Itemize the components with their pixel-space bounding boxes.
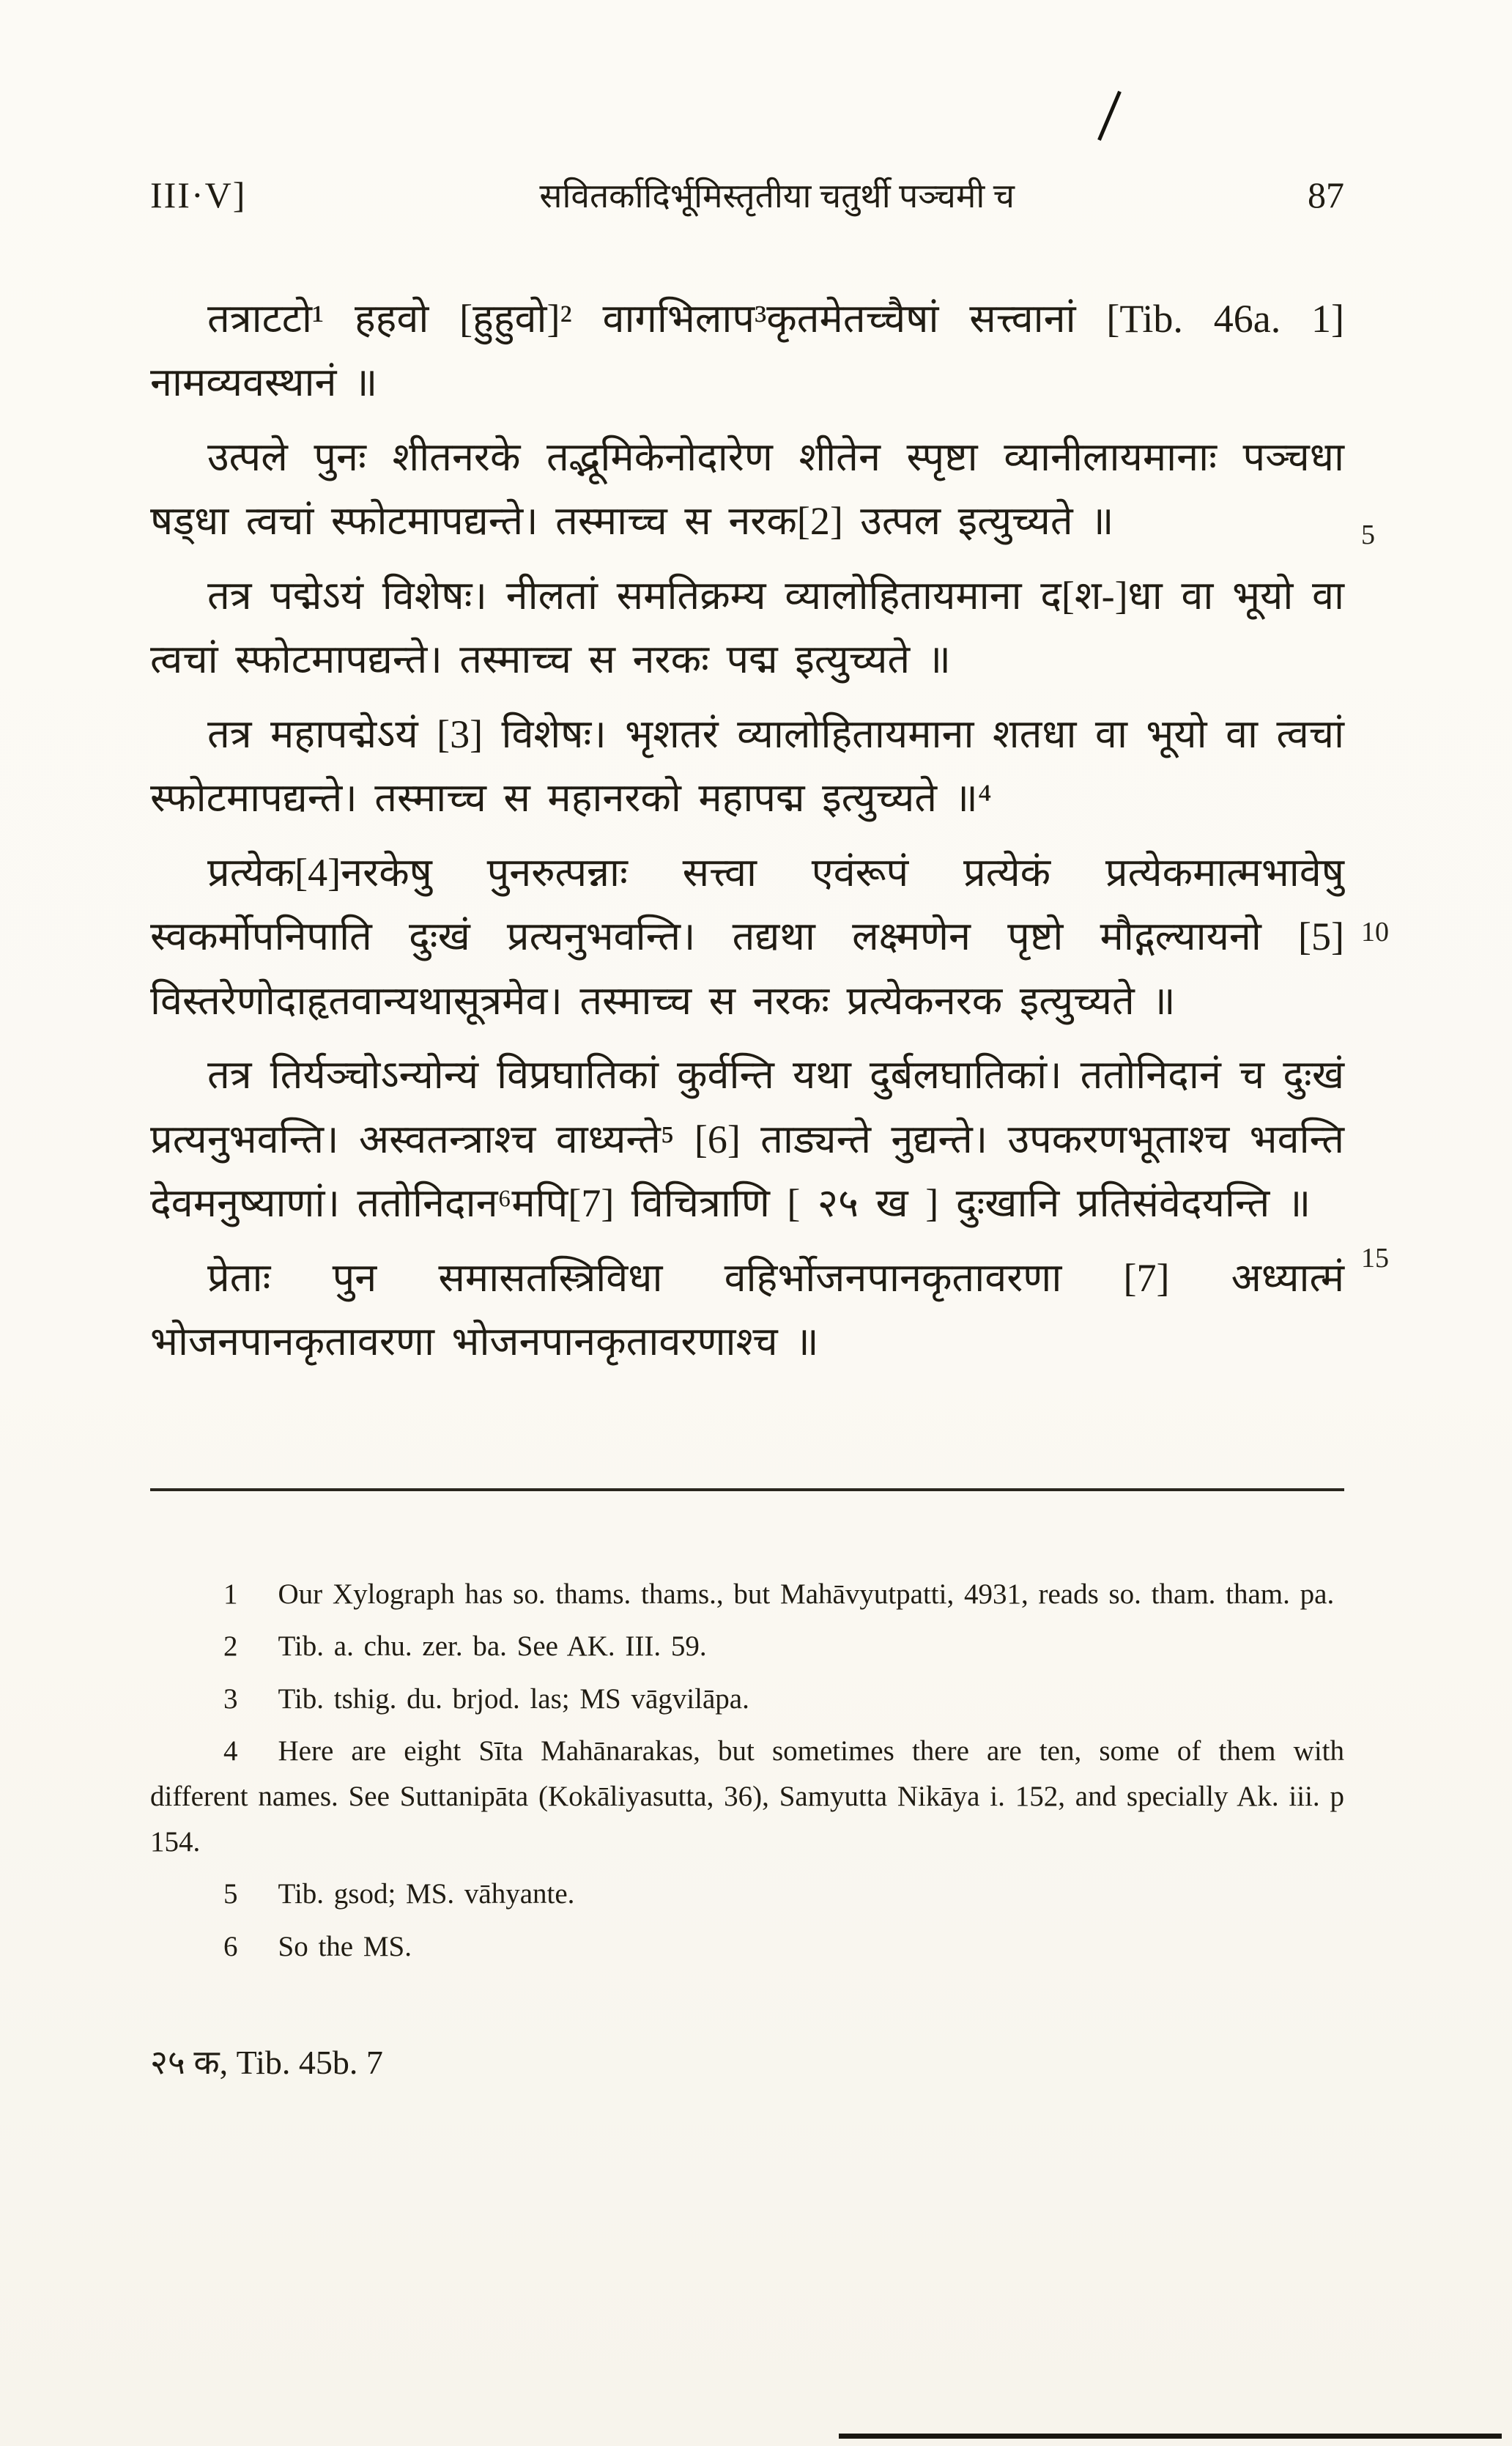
- footnote-text: Tib. a. chu. zer. ba. See AK. III. 59.: [278, 1630, 707, 1663]
- footnote: [150, 1624, 1344, 1669]
- footnote-number: 6: [223, 1930, 238, 1962]
- footnote-divider-rule: [150, 1488, 1344, 1491]
- chapter-section-marker: III·V]: [150, 174, 247, 215]
- footnote: [150, 1572, 1344, 1617]
- footnote-number: 5: [223, 1878, 238, 1910]
- sanskrit-paragraph: तत्र तिर्यञ्चोऽन्योन्यं विप्रघातिकां कुर्वन्ति यथा दुर्बलघातिकां। ततोनिदानं च दुःखं प्रत्यनुभवन्ति। अस्वतन्त्राश्च वाध्यन्ते⁵ [6] ताड्यन्ते नुद्यन्ते। उपकरणभूताश्च भवन्ति देवमनुष्याणां। ततोनिदान⁶मपि[7] विचित्राणि [ २५ ख ] दुःखानि प्रतिसंवेदयन्ति ॥: [150, 1053, 1344, 1226]
- scan-edge-line: [839, 2434, 1502, 2439]
- folio-reference: २५ क, Tib. 45b. 7: [150, 2044, 383, 2082]
- page-content: [150, 172, 1344, 2118]
- footnote-number: 4: [223, 1735, 238, 1767]
- running-title: सवितर्कादिर्भूमिस्तृतीया चतुर्थी पञ्चमी च: [539, 177, 1015, 215]
- footnote-text: Tib. tshig. du. brjod. las; MS vāgvilāpa.: [278, 1682, 749, 1715]
- sanskrit-paragraph: प्रत्येक[4]नरकेषु पुनरुत्पन्नाः सत्त्वा एवंरूपं प्रत्येकं प्रत्येकमात्मभावेषु स्वकर्मोपनिपाति दुःखं प्रत्यनुभवन्ति। तद्यथा लक्ष्मणेन पृष्टो मौद्गल्यायनो [5] विस्तरेणोदाहृतवान्यथासूत्रमेव। तस्माच्च स नरकः प्रत्येकनरक इत्युच्यते ॥: [150, 850, 1344, 1023]
- footnote-number: 1: [223, 1578, 238, 1610]
- footnote: [150, 1677, 1344, 1722]
- sanskrit-paragraph: प्रेताः पुन समासतस्त्रिविधा वहिर्भोजनपानकृतावरणा [7] अध्यात्मं भोजनपानकृतावरणा भोजनपानकृतावरणाश्च ॥: [150, 1255, 1344, 1364]
- footnote: [150, 1872, 1344, 1917]
- sanskrit-paragraph: उत्पले पुनः शीतनरके तद्भूमिकेनोदारेण शीतेन स्पृष्टा व्यानीलायमानाः पञ्चधा षड्धा त्वचां स्फोटमापद्यन्ते। तस्माच्च स नरक[2] उत्पल इत्युच्यते ॥: [150, 435, 1344, 544]
- footnote-text: Tib. gsod; MS. vāhyante.: [278, 1878, 575, 1910]
- footnotes-section: [150, 1572, 1344, 1970]
- footnote: [150, 1729, 1344, 1864]
- footnote-number: 2: [223, 1630, 238, 1663]
- sanskrit-paragraph: तत्र पद्मेऽयं विशेषः। नीलतां समतिक्रम्य व्यालोहितायमाना द[श-]धा वा भूयो वा त्वचां स्फोटमापद्यन्ते। तस्माच्च स नरकः पद्म इत्युच्यते ॥: [150, 573, 1344, 682]
- margin-line-number-5: 5: [1361, 520, 1375, 550]
- margin-line-number-10: 10: [1361, 917, 1389, 947]
- sanskrit-paragraph: तत्राटटो¹ हहवो [हुहुवो]² वागभिलाप³कृतमेतच्चैषां सत्त्वानां [Tib. 46a. 1] नामव्यवस्थानं ॥: [150, 297, 1344, 405]
- footnote-number: 3: [223, 1682, 238, 1715]
- footnote-text: Here are eight Sīta Mahānarakas, but sometimes there are ten, some of them with different names. See Suttanipāta (Kokāliyasutta, 36), Samyutta Nikāya i. 152, and specially Ak. iii. p 154.: [150, 1735, 1344, 1858]
- sanskrit-body-text: [150, 287, 1344, 1375]
- running-header: [150, 172, 1344, 218]
- footnote: [150, 1924, 1344, 1970]
- scan-stray-mark: [1097, 91, 1122, 141]
- footnote-text: So the MS.: [278, 1930, 412, 1962]
- page-number: 87: [1308, 174, 1344, 215]
- sanskrit-paragraph: तत्र महापद्मेऽयं [3] विशेषः। भृशतरं व्यालोहितायमाना शतधा वा भूयो वा त्वचां स्फोटमापद्यन्ते। तस्माच्च स महानरको महापद्म इत्युच्यते ॥⁴: [150, 712, 1344, 821]
- footnote-text: Our Xylograph has so. thams. thams., but Mahāvyutpatti, 4931, reads so. tham. tham. pa.: [278, 1578, 1335, 1610]
- margin-line-number-15: 15: [1361, 1243, 1389, 1274]
